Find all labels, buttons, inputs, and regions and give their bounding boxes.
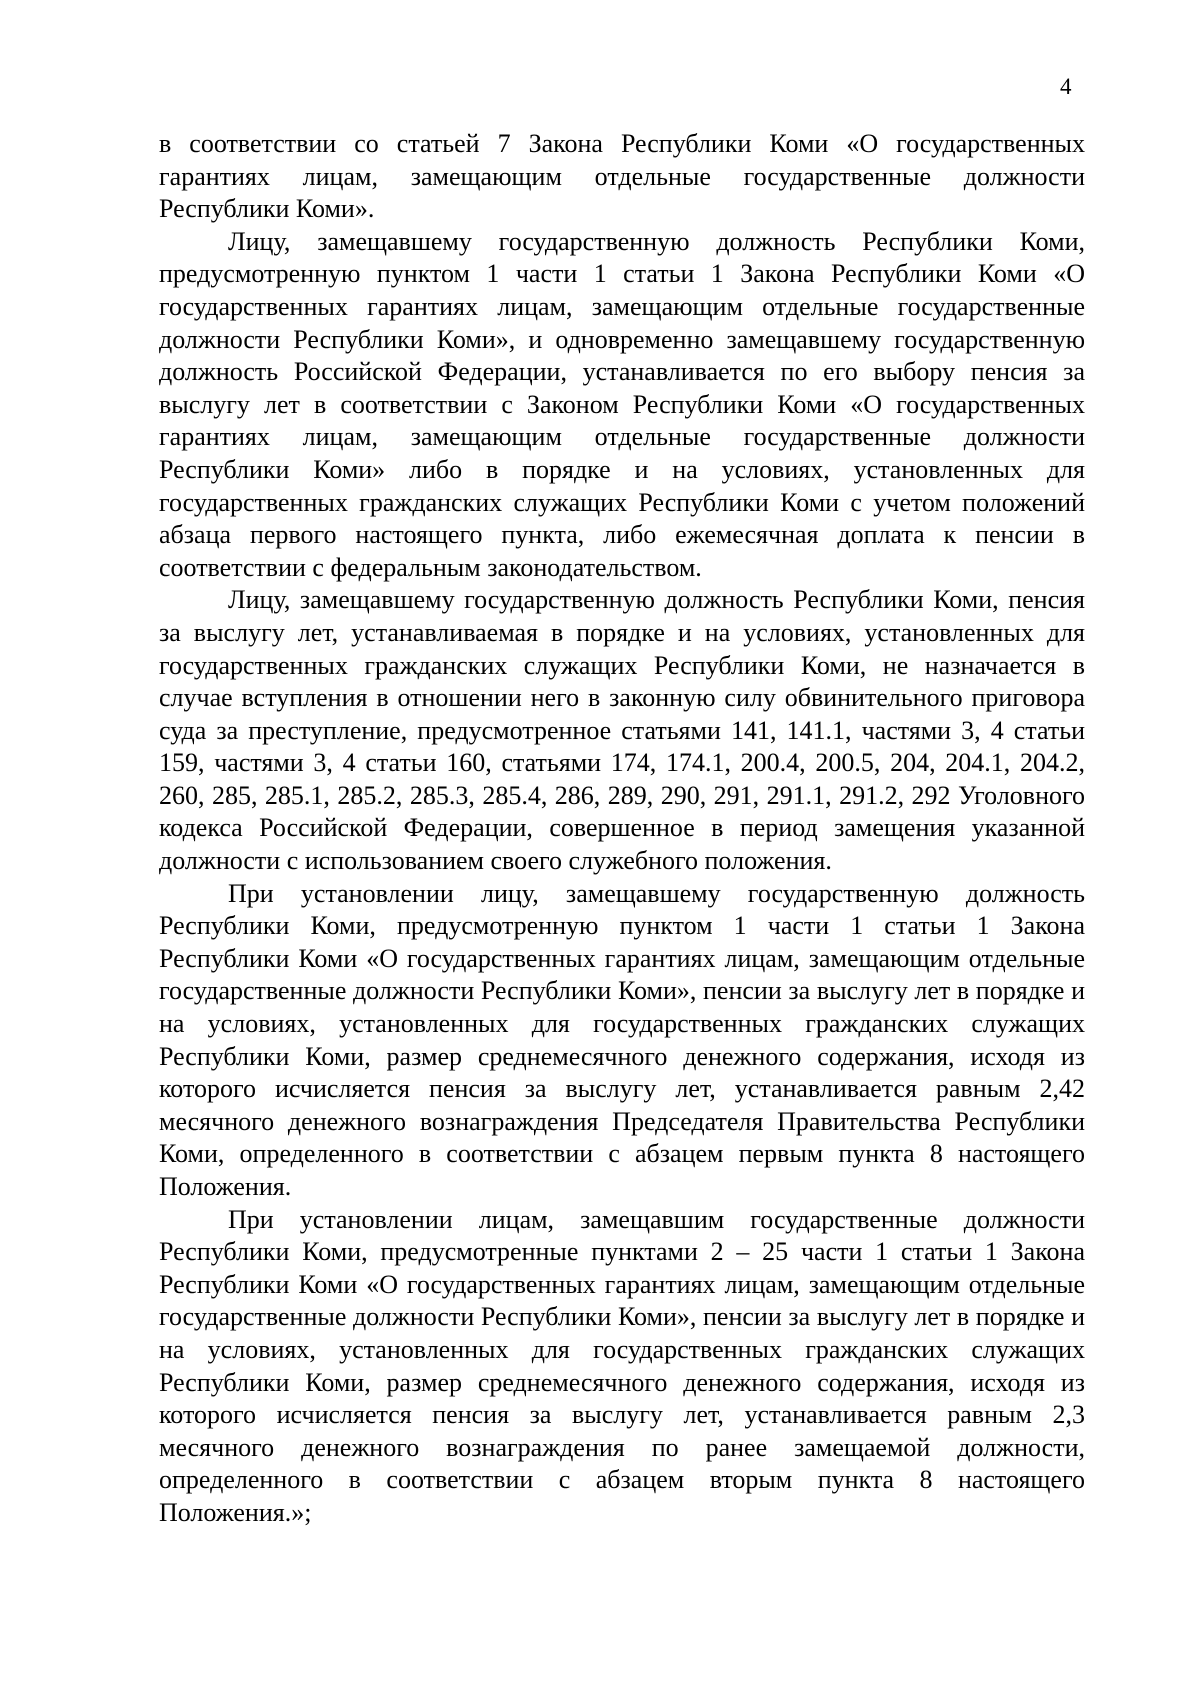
paragraph-pension-choice: Лицу, замещавшему государственную должность Республики Коми, предусмотренную пунктом 1 части 1 статьи 1 Закона Республики Коми «О государственных гарантиях лицам, замещающим отдельные государственные должности Республики Коми», и одновременно замещавшему государственную должность Российской Федерации, устанавливается по его выбору пенсия за выслугу лет в соответствии с Законом Республики Коми «О государственных гарантиях лицам, замещающим отдельные государственные должности Республики Коми» либо в порядке и на условиях, установленных для государственных гражданских служащих Республики Коми с учетом положений абзаца первого настоящего пункта, либо ежемесячная доплата к пенсии в соответствии с федеральным законодательством. bbox=[159, 226, 1085, 582]
page-number: 4 bbox=[1060, 74, 1072, 99]
paragraph-salary-others: При установлении лицам, замещавшим государственные должности Республики Коми, предусмотренные пунктами 2 – 25 части 1 статьи 1 Закона Республики Коми «О государственных гарантиях лицам, замещающим отдельные государственные должности Республики Коми», пенсии за выслугу лет в порядке и на условиях, установленных для государственных гражданских служащих Республики Коми, размер среднемесячного денежного содержания, исходя из которого исчисляется пенсия за выслугу лет, устанавливается равным 2,3 месячного денежного вознаграждения по ранее замещаемой должности, определенного в соответствии с абзацем вторым пункта 8 настоящего Положения.»; bbox=[159, 1204, 1085, 1527]
paragraph-continuation: в соответствии со статьей 7 Закона Республики Коми «О государственных гарантиях лицам, замещающим отдельные государственные должности Республики Коми». bbox=[159, 129, 1085, 224]
paragraph-pension-denial: Лицу, замещавшему государственную должность Республики Коми, пенсия за выслугу лет, устанавливаемая в порядке и на условиях, установленных для государственных гражданских служащих Республики Коми, не назначается в случае вступления в отношении него в законную силу обвинительного приговора суда за преступление, предусмотренное статьями 141, 141.1, частями 3, 4 статьи 159, частями 3, 4 статьи 160, статьями 174, 174.1, 200.4, 200.5, 204, 204.1, 204.2, 260, 285, 285.1, 285.2, 285.3, 285.4, 286, 289, 290, 291, 291.1, 291.2, 292 Уголовного кодекса Российской Федерации, совершенное в период замещения указанной должности с использованием своего служебного положения. bbox=[159, 585, 1085, 876]
paragraph-salary-head: При установлении лицу, замещавшему государственную должность Республики Коми, предусмотренную пунктом 1 части 1 статьи 1 Закона Республики Коми «О государственных гарантиях лицам, замещающим отдельные государственные должности Республики Коми», пенсии за выслугу лет в порядке и на условиях, установленных для государственных гражданских служащих Республики Коми, размер среднемесячного денежного содержания, исходя из которого исчисляется пенсия за выслугу лет, устанавливается равным 2,42 месячного денежного вознаграждения Председателя Правительства Республики Коми, определенного в соответствии с абзацем первым пункта 8 настоящего Положения. bbox=[159, 878, 1085, 1201]
document-body bbox=[159, 128, 1085, 1530]
